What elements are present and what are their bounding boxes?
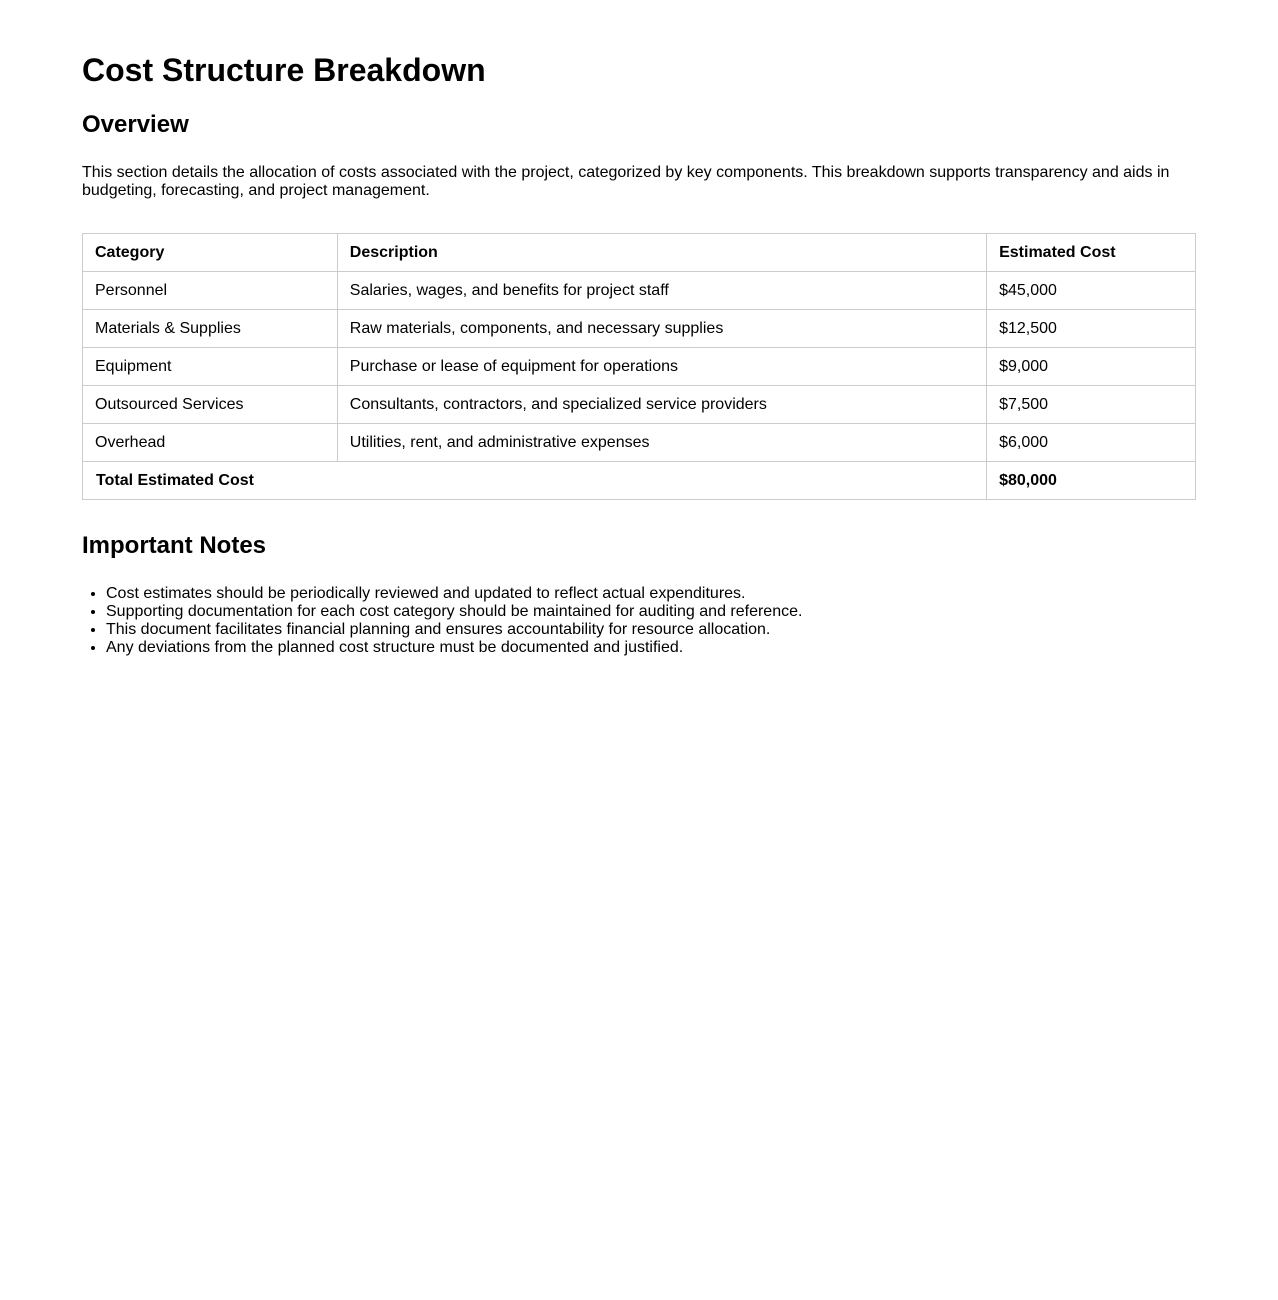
list-item: • Cost estimates should be periodically reviewed and updated to reflect actual expenditures.	[106, 585, 1196, 603]
total-cost: $80,000	[987, 462, 1196, 500]
cell-category: Materials & Supplies	[83, 310, 338, 348]
notes-heading: Important Notes	[82, 532, 267, 559]
list-item: • Supporting documentation for each cost category should be maintained for auditing and reference.	[106, 603, 1196, 621]
cell-cost: $45,000	[987, 272, 1196, 310]
cell-cost: $6,000	[987, 424, 1196, 462]
table-header-row	[83, 234, 1196, 272]
notes-list	[82, 560, 1196, 657]
total-row	[83, 462, 1196, 500]
cell-category: Equipment	[83, 348, 338, 386]
table-row	[83, 348, 1196, 386]
header-description: Description	[337, 234, 986, 272]
total-label: Total Estimated Cost	[83, 462, 987, 500]
table-row	[83, 386, 1196, 424]
cell-cost: $9,000	[987, 348, 1196, 386]
list-item: • This document facilitates financial planning and ensures accountability for resource allocation.	[106, 621, 1196, 639]
header-category: Category	[83, 234, 338, 272]
overview-text: This section details the allocation of costs associated with the project, categorized by key components. This breakdown supports transparency and aids in budgeting, forecasting, and project management.	[82, 164, 1170, 199]
cell-category: Overhead	[83, 424, 338, 462]
table-row	[83, 272, 1196, 310]
cell-category: Outsourced Services	[83, 386, 338, 424]
cell-cost: $7,500	[987, 386, 1196, 424]
cell-category: Personnel	[83, 272, 338, 310]
overview-heading: Overview	[82, 111, 189, 138]
cell-description: Salaries, wages, and benefits for project staff	[337, 272, 986, 310]
cell-description: Utilities, rent, and administrative expenses	[337, 424, 986, 462]
header-estimated-cost: Estimated Cost	[987, 234, 1196, 272]
cell-description: Consultants, contractors, and specialized service providers	[337, 386, 986, 424]
list-item: • Any deviations from the planned cost structure must be documented and justified.	[106, 639, 1196, 657]
table-row	[83, 424, 1196, 462]
cost-table	[82, 233, 1196, 500]
cell-description: Raw materials, components, and necessary supplies	[337, 310, 986, 348]
cell-description: Purchase or lease of equipment for operations	[337, 348, 986, 386]
cell-cost: $12,500	[987, 310, 1196, 348]
page-title: Cost Structure Breakdown	[82, 52, 486, 88]
table-row	[83, 310, 1196, 348]
